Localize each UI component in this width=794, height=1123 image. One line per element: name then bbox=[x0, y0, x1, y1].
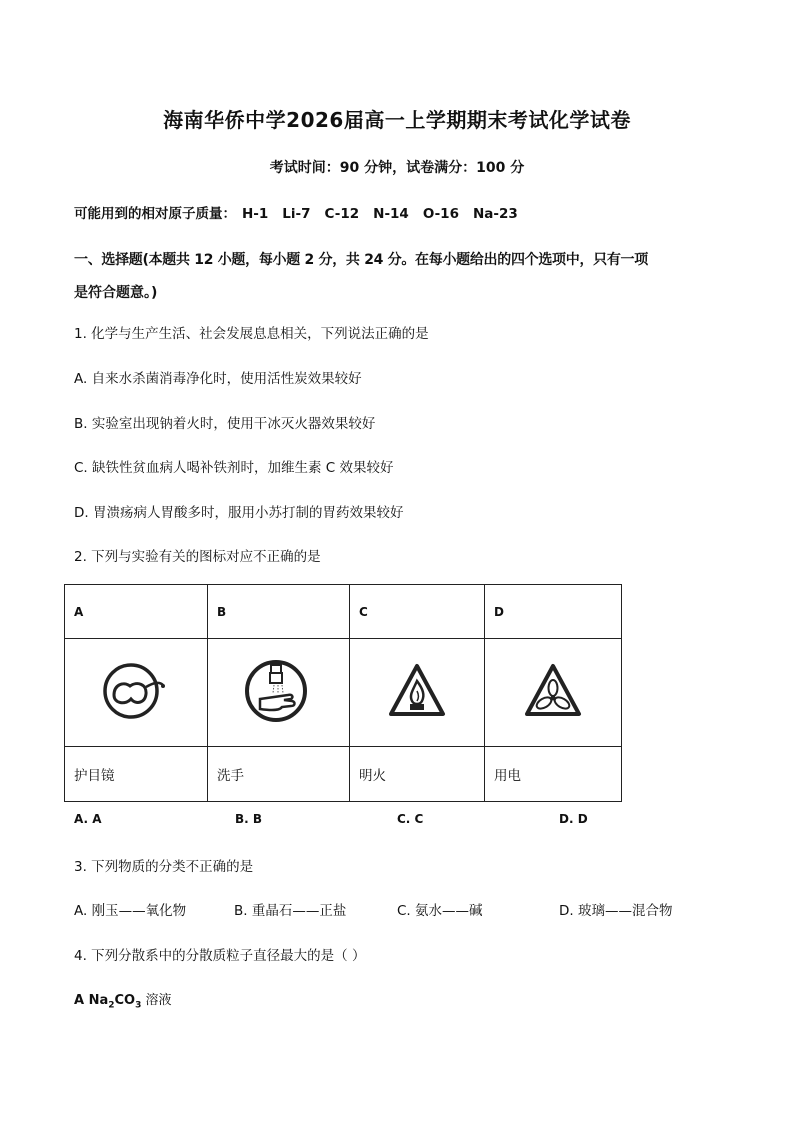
question-2-answer-c: C. C bbox=[397, 812, 424, 826]
question-4-option-a-mid: CO bbox=[114, 993, 136, 1008]
exam-title: 海南华侨中学2026届高一上学期期末考试化学试卷 bbox=[163, 108, 631, 132]
question-4-option-a-suffix: 溶液 bbox=[141, 993, 172, 1008]
table-label-c: 明火 bbox=[350, 747, 485, 802]
table-label-d: 用电 bbox=[485, 747, 622, 802]
table-header-d: D bbox=[485, 585, 622, 639]
icon-table bbox=[64, 584, 622, 802]
atomic-masses-label: 可能用到的相对原子质量： bbox=[74, 206, 236, 222]
atomic-mass-item: Na-23 bbox=[472, 206, 518, 222]
section-heading bbox=[74, 244, 730, 310]
question-2-answer-d: D. D bbox=[559, 812, 588, 826]
table-header-a: A bbox=[65, 585, 208, 639]
atomic-mass-item: N-14 bbox=[373, 206, 409, 222]
question-1-option-b: B. 实验室出现钠着火时，使用干冰灭火器效果较好 bbox=[74, 416, 376, 432]
question-4-option-a bbox=[74, 989, 172, 1011]
question-2-stem: 2. 下列与实验有关的图标对应不正确的是 bbox=[74, 549, 321, 565]
section-heading-line1: 一、选择题(本题共 12 小题，每小题 2 分，共 24 分。在每小题给出的四个选项中，只有一项 bbox=[74, 252, 648, 268]
atomic-mass-item: C-12 bbox=[324, 206, 360, 222]
table-header-b: B bbox=[208, 585, 350, 639]
hand-wash-icon-cell bbox=[208, 639, 350, 747]
question-4-option-a-prefix: A Na bbox=[74, 993, 109, 1008]
electricity-fan-icon-cell bbox=[485, 639, 622, 747]
question-3-option-c: C. 氨水——碱 bbox=[397, 903, 483, 919]
atomic-mass-item: Li-7 bbox=[282, 206, 311, 222]
atomic-masses bbox=[74, 202, 532, 222]
question-3-option-b: B. 重晶石——正盐 bbox=[234, 903, 347, 919]
goggles-icon bbox=[101, 659, 171, 723]
formula-subscript: 3 bbox=[135, 1000, 142, 1011]
question-1-option-c: C. 缺铁性贫血病人喝补铁剂时，加维生素 C 效果较好 bbox=[74, 460, 394, 476]
hand-wash-icon bbox=[244, 657, 314, 725]
open-flame-icon bbox=[387, 662, 447, 720]
atomic-mass-item: H-1 bbox=[242, 206, 269, 222]
table-header-c: C bbox=[350, 585, 485, 639]
exam-subtitle: 考试时间：90 分钟，试卷满分：100 分 bbox=[269, 160, 525, 176]
formula-subscript: 2 bbox=[108, 1000, 115, 1011]
table-label-b: 洗手 bbox=[208, 747, 350, 802]
goggles-icon-cell bbox=[65, 639, 208, 747]
question-3-stem: 3. 下列物质的分类不正确的是 bbox=[74, 859, 254, 875]
atomic-mass-item: O-16 bbox=[422, 206, 459, 222]
section-heading-line2: 是符合题意。) bbox=[74, 285, 158, 301]
question-3-option-a: A. 刚玉——氧化物 bbox=[74, 903, 187, 919]
question-1-stem: 1. 化学与生产生活、社会发展息息相关，下列说法正确的是 bbox=[74, 326, 429, 342]
question-2-answer-b: B. B bbox=[235, 812, 263, 826]
question-2-answer-a: A. A bbox=[74, 812, 102, 826]
question-1-option-a: A. 自来水杀菌消毒净化时，使用活性炭效果较好 bbox=[74, 371, 362, 387]
open-flame-icon-cell bbox=[350, 639, 485, 747]
table-label-a: 护目镜 bbox=[65, 747, 208, 802]
question-3-option-d: D. 玻璃——混合物 bbox=[559, 903, 673, 919]
question-4-stem: 4. 下列分散系中的分散质粒子直径最大的是（ ） bbox=[74, 948, 366, 964]
electricity-fan-icon bbox=[523, 662, 583, 720]
question-1-option-d: D. 胃溃疡病人胃酸多时，服用小苏打制的胃药效果较好 bbox=[74, 505, 404, 521]
